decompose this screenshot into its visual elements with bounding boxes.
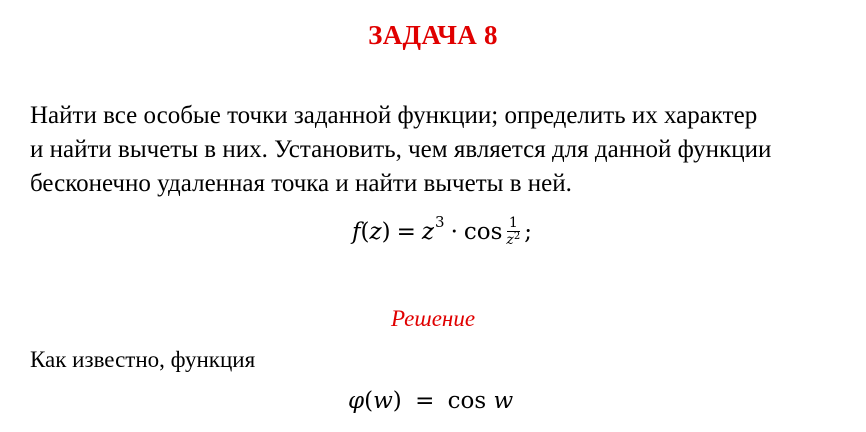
formula-z-exponent: 3	[435, 213, 445, 231]
fraction-numerator: 1	[508, 214, 518, 231]
phi-symbol: φ	[348, 388, 365, 414]
problem-statement	[30, 99, 830, 201]
fraction-denominator	[506, 232, 520, 249]
phi-w: w	[373, 388, 393, 414]
formula-rparen: )	[381, 219, 391, 245]
formula-z: z	[369, 219, 382, 245]
phi-equals: =	[415, 388, 435, 414]
fraction-denominator-base: z	[506, 231, 514, 248]
problem-line: и найти вычеты в них. Установить, чем является для данной функции	[30, 136, 772, 163]
formula-dot: ·	[450, 219, 458, 245]
problem-line: бесконечно удаленная точка и найти вычеты в ней.	[30, 170, 572, 197]
problem-title: ЗАДАЧА 8	[368, 20, 498, 50]
body-text: Как известно, функция	[30, 347, 256, 372]
formula-semicolon: ;	[524, 219, 532, 245]
formula-cos: cos	[463, 219, 503, 245]
formula-fraction	[506, 216, 520, 249]
formula-lparen: (	[360, 219, 370, 245]
formula-equals: =	[396, 219, 416, 245]
solution-heading: Решение	[390, 306, 476, 331]
formula-z-base: z	[421, 219, 435, 245]
problem-line: Найти все особые точки заданной функции; определить их характер	[30, 102, 758, 129]
fraction-denominator-exponent: 2	[513, 230, 521, 242]
function-formula	[352, 210, 532, 254]
phi-formula	[348, 388, 513, 414]
phi-rparen: )	[392, 388, 402, 414]
phi-lparen: (	[364, 388, 374, 414]
phi-w-arg: w	[493, 388, 514, 414]
formula-f: f	[352, 219, 361, 245]
phi-cos: cos	[447, 388, 487, 414]
